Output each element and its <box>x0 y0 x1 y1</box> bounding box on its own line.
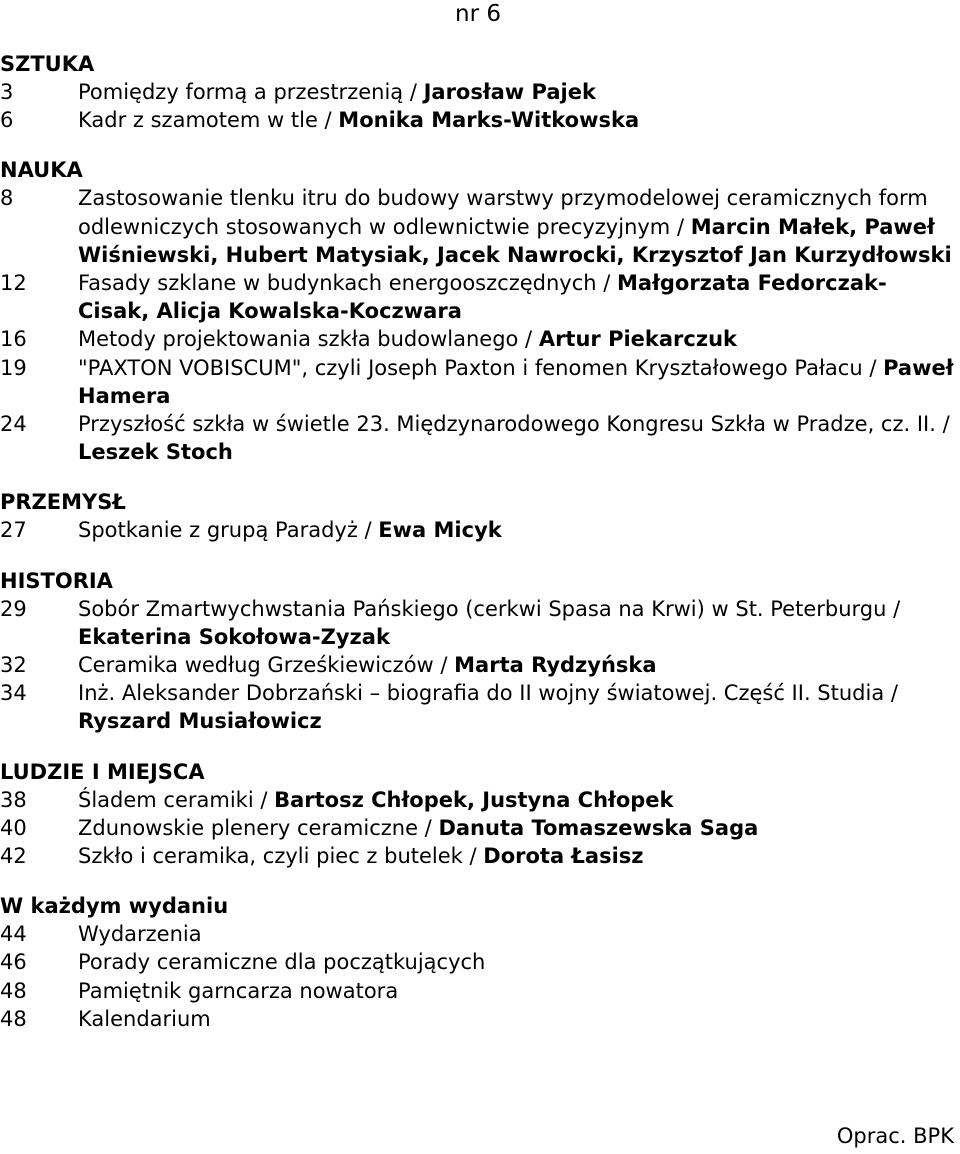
section-entries <box>0 184 960 466</box>
entry-text <box>78 269 960 325</box>
page-number: 34 <box>0 681 27 706</box>
section-title: W każdym wydaniu <box>0 894 229 919</box>
toc-entry <box>0 814 960 842</box>
toc-section <box>0 567 960 736</box>
entry-text <box>78 595 960 651</box>
article-author: Ekaterina Sokołowa-Zyzak <box>78 624 390 649</box>
entry-text <box>78 516 960 544</box>
page-number: 12 <box>0 271 27 296</box>
article-title: "PAXTON VOBISCUM", czyli Joseph Paxton i fenomen Kryształowego Pałacu / <box>78 355 884 380</box>
toc-entry <box>0 78 960 106</box>
entry-text <box>78 184 960 269</box>
article-title: Spotkanie z grupą Paradyż / <box>78 518 379 543</box>
page-number: 44 <box>0 922 27 947</box>
article-title: Zastosowanie tlenku itru do budowy warstwy przymodelowej ceramicznych form odlewniczych stosowanych w odlewnictwie precyzyjnym / <box>78 186 928 239</box>
article-title: Pomiędzy formą a przestrzenią / <box>78 80 424 104</box>
section-title: SZTUKA <box>0 52 95 76</box>
toc-entry <box>0 106 960 134</box>
toc-entry <box>0 679 960 735</box>
page-number: 8 <box>0 186 14 211</box>
article-title: Wydarzenia <box>78 922 202 947</box>
article-author: Danuta Tomaszewska Saga <box>438 815 759 840</box>
article-author: Bartosz Chłopek, Justyna Chłopek <box>274 787 674 812</box>
page-number: 29 <box>0 596 27 621</box>
article-title: Szkło i ceramika, czyli piec z butelek / <box>78 844 484 869</box>
page-number: 46 <box>0 950 27 975</box>
toc-entry <box>0 325 960 353</box>
article-author: Artur Piekarczuk <box>538 327 737 352</box>
article-author: Ryszard Musiałowicz <box>78 709 322 734</box>
article-author: Małgorzata Fedorczak-Cisak, Alicja Kowalska-Koczwara <box>78 271 887 324</box>
page-number: 6 <box>0 108 14 133</box>
section-entries <box>0 78 960 134</box>
compiled-by: Oprac. BPK <box>836 1124 954 1148</box>
article-author: Marta Rydzyńska <box>454 653 657 678</box>
page-number: 48 <box>0 978 27 1003</box>
page-number: 38 <box>0 787 27 812</box>
section-entries <box>0 786 960 871</box>
article-title: Kadr z szamotem w tle / <box>78 108 339 133</box>
entry-text <box>78 920 960 948</box>
table-of-contents <box>0 50 960 1055</box>
toc-entry <box>0 1005 960 1033</box>
section-entries <box>0 595 960 736</box>
article-title: Sobór Zmartwychwstania Pańskiego (cerkwi Spasa na Krwi) w St. Peterburgu / <box>78 596 901 621</box>
article-author: Dorota Łasisz <box>483 844 644 869</box>
toc-entry <box>0 977 960 1005</box>
issue-number: nr 6 <box>455 1 501 27</box>
article-title: Przyszłość szkła w świetle 23. Międzynarodowego Kongresu Szkła w Pradze, cz. II. / <box>78 412 950 437</box>
entry-text <box>78 948 960 976</box>
section-title: LUDZIE I MIEJSCA <box>0 759 205 784</box>
entry-text <box>78 977 960 1005</box>
entry-text <box>78 1005 960 1033</box>
section-title: NAUKA <box>0 158 83 183</box>
article-title: Śladem ceramiki / <box>78 787 275 812</box>
entry-text <box>78 410 960 466</box>
article-author: Paweł Hamera <box>78 355 954 408</box>
article-title: Porady ceramiczne dla początkujących <box>78 950 486 975</box>
toc-entry <box>0 410 960 466</box>
entry-text <box>78 354 960 410</box>
toc-entry <box>0 269 960 325</box>
toc-section <box>0 156 960 466</box>
page-number: 48 <box>0 1006 27 1031</box>
article-title: Fasady szklane w budynkach energooszczędnych / <box>78 271 617 296</box>
toc-entry <box>0 184 960 269</box>
entry-text <box>78 679 960 735</box>
toc-entry <box>0 516 960 544</box>
entry-text <box>78 814 960 842</box>
toc-entry <box>0 842 960 870</box>
page-number: 3 <box>0 80 14 104</box>
entry-text <box>78 651 960 679</box>
article-title: Metody projektowania szkła budowlanego / <box>78 327 539 352</box>
toc-section <box>0 758 960 871</box>
page-number: 32 <box>0 653 27 678</box>
article-title: Pamiętnik garncarza nowatora <box>78 978 399 1003</box>
entry-text <box>78 78 960 106</box>
page-number: 40 <box>0 815 27 840</box>
entry-text <box>78 786 960 814</box>
page-number: 27 <box>0 518 27 543</box>
toc-section <box>0 892 960 1033</box>
toc-entry <box>0 651 960 679</box>
toc-section <box>0 50 960 134</box>
section-title: HISTORIA <box>0 568 113 593</box>
article-title: Ceramika według Grześkiewiczów / <box>78 653 455 678</box>
toc-entry <box>0 595 960 651</box>
section-entries <box>0 920 960 1033</box>
article-title: Kalendarium <box>78 1006 211 1031</box>
article-author: Leszek Stoch <box>78 440 233 465</box>
article-title: Inż. Aleksander Dobrzański – biografia do II wojny światowej. Część II. Studia / <box>78 681 898 706</box>
entry-text <box>78 106 960 134</box>
article-title: Zdunowskie plenery ceramiczne / <box>78 815 439 840</box>
page-number: 19 <box>0 355 27 380</box>
toc-entry <box>0 354 960 410</box>
page-number: 42 <box>0 844 27 869</box>
section-entries <box>0 516 960 544</box>
toc-section <box>0 488 960 544</box>
toc-entry <box>0 920 960 948</box>
entry-text <box>78 842 960 870</box>
article-author: Marcin Małek, Paweł Wiśniewski, Hubert Matysiak, Jacek Nawrocki, Krzysztof Jan Kurzydłowski <box>78 214 952 267</box>
entry-text <box>78 325 960 353</box>
page-number: 16 <box>0 327 27 352</box>
toc-entry <box>0 948 960 976</box>
article-author: Jarosław Pajek <box>423 80 596 104</box>
article-author: Ewa Micyk <box>378 518 502 543</box>
article-author: Monika Marks-Witkowska <box>338 108 640 133</box>
toc-entry <box>0 786 960 814</box>
section-title: PRZEMYSŁ <box>0 490 126 515</box>
page-number: 24 <box>0 412 27 437</box>
